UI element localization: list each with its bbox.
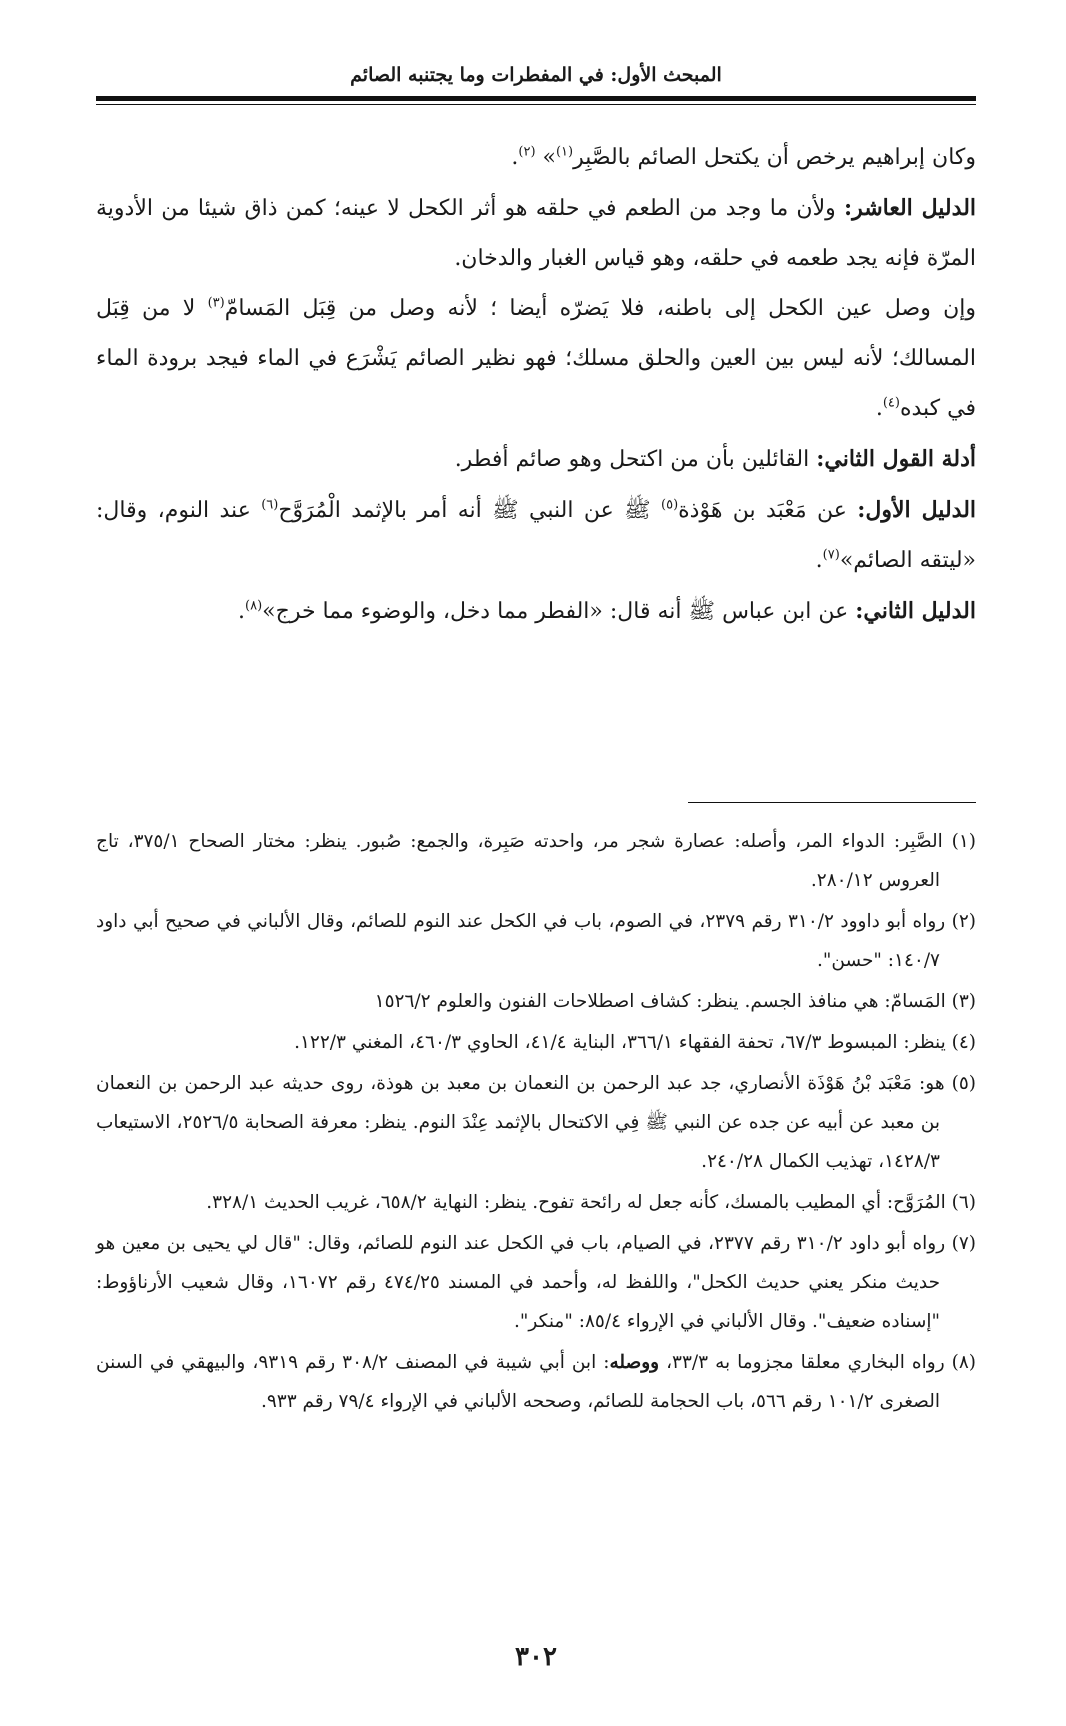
footnote-ref[interactable]: (٣)	[207, 295, 225, 311]
paragraph-3	[96, 284, 976, 434]
paragraph-text: ﷺ عن النبي ﷺ أنه أمر بالإثمد الْمُرَوَّح	[278, 498, 662, 523]
footnote-ref[interactable]: (٨)	[245, 598, 263, 614]
footnote-text: رواه البخاري معلقا مجزوما به ٣٣/٣،	[659, 1352, 945, 1373]
paragraph-text: ولأن ما وجد من الطعم في حلقه هو أثر الكحل لا عينه؛ كمن ذاق شيئا من الأدوية المرّة فإنه يجد طعمه في حلقه، وهو قياس الغبار والدخان.	[96, 196, 976, 271]
header-rule-thick	[96, 96, 976, 101]
header-title: المبحث الأول: في المفطرات وما يجتنبه الصائم	[350, 64, 722, 86]
paragraph-text: .	[238, 599, 246, 624]
footnote-item	[96, 1023, 976, 1062]
footnote-number: (١)	[951, 831, 976, 852]
paragraph-text: .	[815, 548, 823, 573]
footnote-item	[96, 822, 976, 900]
footnote-ref[interactable]: (٢)	[518, 144, 536, 160]
footnote-item	[96, 902, 976, 980]
paragraph-text: وإن وصل عين الكحل إلى باطنه، فلا يَضرّه أيضا ؛ لأنه وصل من قِبَل المَسامّ	[224, 296, 976, 321]
footnote-item	[96, 1224, 976, 1341]
footnote-text: رواه أبو داوود ٣١٠/٢ رقم ٢٣٧٩، في الصوم، باب في الكحل عند النوم للصائم، وقال الألباني في صحيح أبي داود ١٤٠/٧: "حسن".	[96, 911, 946, 971]
footnote-item	[96, 982, 976, 1021]
page-number: ٣٠٢	[515, 1642, 557, 1672]
footnote-text: رواه أبو داود ٣١٠/٢ رقم ٢٣٧٧، في الصيام، باب في الكحل عند النوم للصائم، وقال: "قال لي يحيى بن معين هو حديث منكر يعني حديث الكحل"، واللفظ له، وأحمد في المسند ٤٧٤/٢٥ رقم ١٦٠٧٢، وقال شعيب الأرناؤوط: "إسناده ضعيف". وقال الألباني في الإرواء ٨٥/٤: "منكر".	[96, 1233, 946, 1332]
paragraph-text: وكان إبراهيم يرخص أن يكتحل الصائم بالصَّبِر	[573, 145, 976, 170]
footnote-ref[interactable]: (٥)	[661, 497, 679, 513]
footnote-number: (٣)	[951, 991, 976, 1012]
footnotes	[96, 822, 976, 1423]
paragraph-text: القائلين بأن من اكتحل وهو صائم أفطر.	[454, 447, 817, 472]
paragraph-text: لا من قِبَل المسالك؛ لأنه ليس بين العين والحلق مسلك؛ فهو نظير الصائم يَشْرَع في الماء فيجد برودة الماء في كبده	[96, 296, 976, 421]
footnote-number: (٧)	[951, 1233, 976, 1254]
footnote-number: (٢)	[951, 911, 976, 932]
header-rule-thin	[96, 104, 976, 105]
footnote-ref[interactable]: (١)	[555, 144, 574, 160]
footnote-item	[96, 1064, 976, 1181]
footnote-text: هو: مَعْبَد بْنُ هَوْذَة الأنصاري، جد عبد الرحمن بن النعمان بن معبد بن هوذة، روى حديثه عبد الرحمن بن النعمان بن معبد عن أبيه عن جده عن النبي ﷺ فِي الاكتحال بالإثمد عِنْدَ النوم. ينظر: معرفة الصحابة ٢٥٢٦/٥، الاستيعاب ١٤٢٨/٣، تهذيب الكمال ٢٤٠/٢٨.	[96, 1073, 945, 1172]
paragraph-text: .	[511, 145, 519, 170]
footnote-item	[96, 1183, 976, 1222]
running-header	[96, 60, 976, 105]
paragraph-2	[96, 183, 976, 284]
paragraph-6	[96, 586, 976, 637]
footnote-bold-term: ووصله	[609, 1352, 660, 1373]
footnote-number: (٤)	[951, 1032, 976, 1053]
paragraph-5	[96, 485, 976, 586]
evidence-label: الدليل العاشر:	[843, 195, 977, 221]
paragraph-1	[96, 133, 976, 183]
paragraph-text: عن ابن عباس ﷺ أنه قال: «الفطر مما دخل، والوضوء مما خرج»	[262, 599, 856, 624]
footnote-number: (٨)	[951, 1352, 977, 1373]
footnote-text: المُرَوَّح: أي المطيب بالمسك، كأنه جعل له رائحة تفوح. ينظر: النهاية ٦٥٨/٢، غريب الحديث ٣٢٨/١.	[206, 1192, 946, 1213]
paragraph-4	[96, 434, 976, 485]
footnote-ref[interactable]: (٦)	[261, 497, 279, 513]
footnote-number: (٥)	[951, 1073, 976, 1094]
evidence-label: الدليل الأول:	[857, 497, 977, 523]
footnote-text: ينظر: المبسوط ٦٧/٣، تحفة الفقهاء ٣٦٦/١، البناية ٤١/٤، الحاوي ٤٦٠/٣، المغني ١٢٢/٣.	[294, 1032, 946, 1053]
footnote-text: المَسامّ: هي منافذ الجسم. ينظر: كشاف اصطلاحات الفنون والعلوم ١٥٢٦/٢	[374, 991, 946, 1012]
footnote-ref[interactable]: (٤)	[882, 395, 900, 411]
paragraph-text: عن مَعْبَد بن هَوْذة	[678, 498, 858, 523]
section-label: أدلة القول الثاني:	[816, 446, 976, 472]
footnote-item	[96, 1343, 976, 1421]
footnote-separator	[688, 802, 976, 803]
footnote-number: (٦)	[951, 1192, 976, 1213]
footnote-text: : ابن أبي شيبة في المصنف ٣٠٨/٢ رقم ٩٣١٩، والبيهقي في السنن الصغرى ١٠١/٢ رقم ٥٦٦، باب الحجامة للصائم، وصححه الألباني في الإرواء ٧٩/٤ رقم ٩٣٣.	[96, 1352, 940, 1412]
footnote-ref[interactable]: (٧)	[822, 547, 840, 563]
evidence-label: الدليل الثاني:	[855, 598, 976, 624]
paragraph-text: .	[875, 396, 883, 421]
main-text	[96, 133, 976, 637]
footnote-text: الصَّبِر: الدواء المر، وأصله: عصارة شجر مر، واحدته صَبِرة، والجمع: صُبور. ينظر: مختار الصحاح ٣٧٥/١، تاج العروس ٢٨٠/١٢.	[96, 831, 943, 891]
book-page	[96, 60, 976, 1700]
paragraph-text: »	[535, 145, 556, 170]
paragraph-text: عند النوم، وقال: «ليتقه الصائم»	[96, 498, 976, 573]
